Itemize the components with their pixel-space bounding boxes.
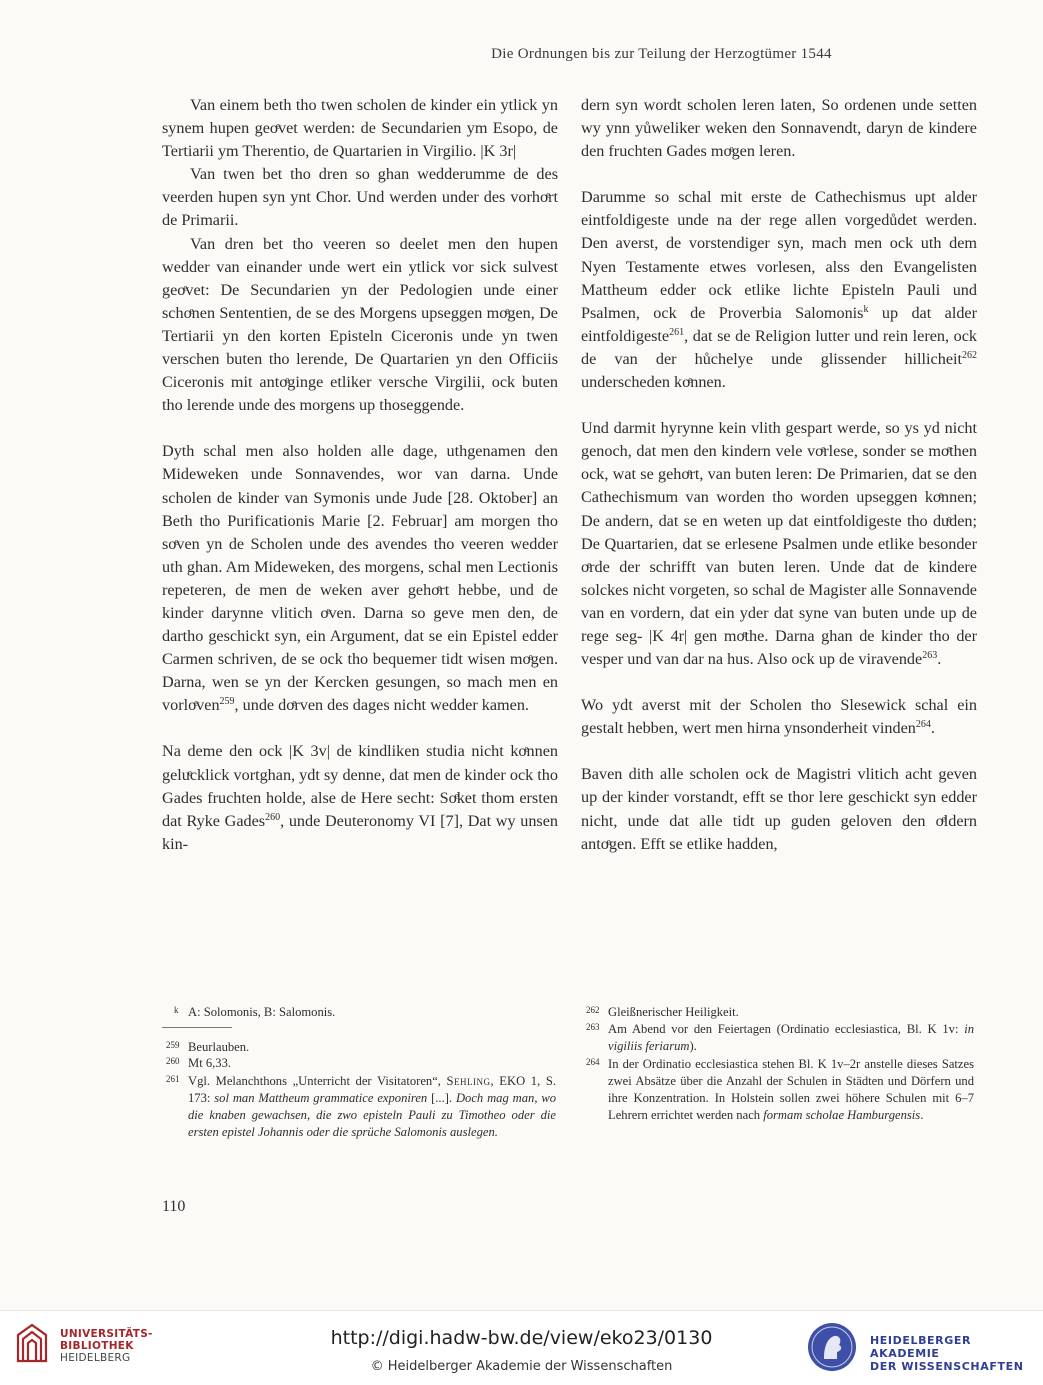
running-head-text: Die Ordnungen bis zur Teilung der Herzogtümer 1544 xyxy=(262,46,1043,63)
footnote-text: Mt 6,33. xyxy=(188,1055,556,1072)
paragraph: Na deme den ock |K 3v| de kindliken studia nicht koͤnnen geluͤcklick vortghan, ydt sy denne, dat men de kinder ock tho Gades fruchten holde, alse de Here secht: Soͤket thom ersten dat Ryke Gades$^{260}$, unde Deuteronomy VI [7], Dat wy unsen kin- xyxy=(162,740,558,855)
footnote xyxy=(582,1004,974,1021)
running-head xyxy=(0,46,1043,63)
paragraph: Van twen bet tho dren so ghan wedderumme de des veerden hupen syn ynt Chor. Und werden under des vorhoͤrt de Primarii. xyxy=(162,163,558,232)
ub-line-3: HEIDELBERG xyxy=(60,1352,153,1364)
footnote-text: Gleißnerischer Heiligkeit. xyxy=(608,1004,974,1021)
ub-line-2: BIBLIOTHEK xyxy=(60,1340,153,1352)
permalink-url[interactable]: http://digi.hadw-bw.de/view/eko23/0130 xyxy=(0,1327,1043,1349)
viewer-footer xyxy=(0,1310,1043,1385)
footnote-number: 262 xyxy=(586,1004,600,1016)
paragraph: Darumme so schal mit erste de Cathechismus upt alder eintfoldigeste unde na der rege allen vorgedůdet werden. Den averst, de vorstendiger syn, mach men ock uth dem Nyen Testamente etwes vorlesen, alss den Evangelisten Mattheum edder ock etlike lichte Episteln Pauli und Psalmen, ock de Proverbia Salomonis$^k$ up dat alder eintfoldigeste$^{261}$, dat se de Religion lutter und rein leren, ock de van der hůchelye unde glissender hillicheit$^{262}$ underscheden koͤnnen. xyxy=(581,186,977,394)
footnote xyxy=(162,1073,556,1141)
footnote-rule xyxy=(162,1027,232,1028)
footnote-number: 260 xyxy=(166,1055,180,1067)
left-column xyxy=(162,94,558,856)
copyright-notice: © Heidelberger Akademie der Wissenschaften xyxy=(0,1359,1043,1374)
footnote xyxy=(162,1055,556,1072)
right-column xyxy=(581,94,977,856)
footnote-number: 259 xyxy=(166,1039,180,1051)
footnote-number: k xyxy=(174,1004,179,1016)
academy-name[interactable] xyxy=(870,1334,1043,1373)
paragraph: dern syn wordt scholen leren laten, So ordenen unde setten wy ynn yůweliker weken den Sonnavendt, daryn de kindere den fruchten Gades moͤgen leren. xyxy=(581,94,977,163)
footnote xyxy=(162,1039,556,1056)
footnote-text: A: Solomonis, B: Salomonis. xyxy=(188,1004,556,1021)
footnote-text: Vgl. Melanchthons „Unterricht der Visitatoren“, Sehling, EKO 1, S. 173: sol man Mattheum grammatice exponiren [...]. Doch mag man, wo die knaben gewachsen, die zwo episteln Pauli zu Timotheo oder die ersten epistel Johannis oder die sprüche Salomonis auslegen. xyxy=(188,1073,556,1141)
footnote-number: 264 xyxy=(586,1056,600,1068)
footnote-text: Beurlauben. xyxy=(188,1039,556,1056)
paragraph: Baven dith alle scholen ock de Magistri vlitich acht geven up der kinder vorstandt, efft se thor lere geschickt syn edder nicht, unde dat alle tidt up guden geloven den oͤldern antoͤgen. Efft se etlike hadden, xyxy=(581,763,977,855)
academy-seal-icon[interactable] xyxy=(806,1321,858,1373)
ub-line-1: UNIVERSITÄTS- xyxy=(60,1328,153,1340)
paragraph: Van dren bet tho veeren so deelet men den hupen wedder van einander unde wert ein ytlick vor sick sulvest geoͤvet: De Secundarien yn der Pedologien unde einer schoͤnen Sententien, de se des Morgens upseggen moͤgen, De Tertiarii yn den korten Episteln Ciceronis unde yn twen verschen buten tho lerende, De Quartarien yn den Officiis Ciceronis mit antoͤginge etliker versche Virgilii, ock buten tho lerende unde des morgens up thoseggende. xyxy=(162,233,558,418)
academy-line-2: DER WISSENSCHAFTEN xyxy=(870,1360,1043,1373)
paragraph: Van einem beth tho twen scholen de kinder ein ytlick yn synem hupen geoͤvet werden: de Secundarien ym Esopo, de Tertiarii ym Therentio, de Quartarien in Virgilio. |K 3r| xyxy=(162,94,558,163)
footnote xyxy=(582,1056,974,1124)
paragraph: Und darmit hyrynne kein vlith gespart werde, so ys yd nicht genoch, dat men den kindern vele voͤrlese, sonder se moͤthen ock, wat se gehoͤrt, van buten leren: De Primarien, dat se den Cathechismum van worden tho worden upseggen koͤnnen; De andern, dat se en weten up dat eintfoldigeste tho duͤden; De Quartarien, dat se erlesene Psalmen unde etlike besonder oͤrde der schrifft van buten leren. Unde dat de kindere solckes nicht vorgeten, so schal de Magister alle Sonnavende van en vordern, dat ein yder dat syne van buten unde up de rege seg- |K 4r| gen moͤthe. Darna ghan de kinder tho der vesper und van dar na hus. Also ock up de viravende$^{263}$. xyxy=(581,417,977,671)
paragraph: Dyth schal men also holden alle dage, uthgenamen den Mideweken unde Sonnavendes, wor van darna. Unde scholen de kinder van Symonis unde Jude [28. Oktober] an Beth tho Purificationis Marie [2. Februar] am morgen tho soͤven yn de Scholen unde des avendes tho veeren wedder uth ghan. Am Mideweken, des morgens, schal men Lectionis repeteren, de men de weken aver gehoͤrt hebbe, und de kinder darynne vlitich oͤven. Darna so geve men den, de dartho geschickt syn, ein Argument, dat se ein Epistel edder Carmen schriven, de se ock tho bequemer tidt wisen moͤgen. Darna, wen se yn der Kercken gesungen, so mach men en vorloͤven$^{259}$, unde doͤrven des dages nicht wedder kamen. xyxy=(162,440,558,717)
paragraph: Wo ydt averst mit der Scholen tho Slesewick schal ein gestalt hebben, wert men hirna ynsonderheit vinden$^{264}$. xyxy=(581,694,977,740)
footnote-number: 261 xyxy=(166,1073,180,1085)
academy-line-1: HEIDELBERGER AKADEMIE xyxy=(870,1334,1043,1360)
footnote xyxy=(582,1021,974,1055)
footnote-text: In der Ordinatio ecclesiastica stehen Bl. K 1v–2r anstelle dieses Satzes zwei Absätze über die Anzahl der Schulen in Städten und Dörfern und ihre Konzentration. In Holstein sollen zwei höhere Schulen mit 6–7 Lehrern errichtet werden nach formam scholae Hamburgensis. xyxy=(608,1056,974,1124)
footnote-text: Am Abend vor den Feiertagen (Ordinatio ecclesiastica, Bl. K 1v: in vigiliis feriarum). xyxy=(608,1021,974,1055)
footnote xyxy=(162,1004,556,1021)
page-number: 110 xyxy=(162,1198,185,1216)
footnote-number: 263 xyxy=(586,1021,600,1033)
